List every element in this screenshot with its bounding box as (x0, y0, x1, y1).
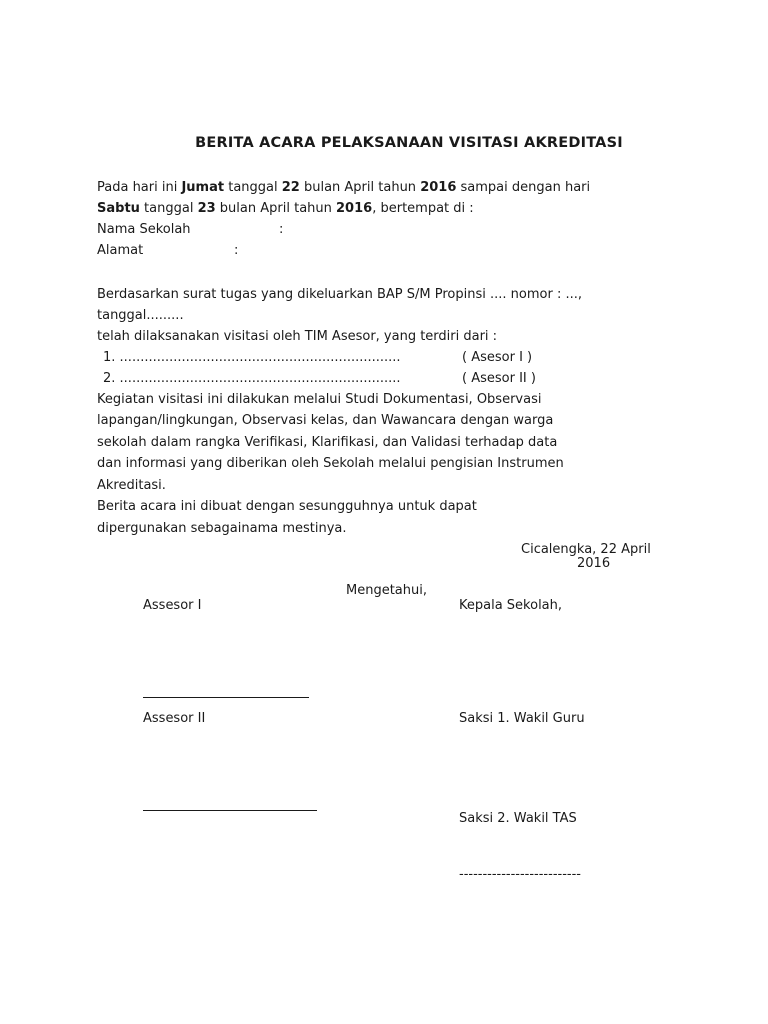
activities-line-4: dan informasi yang diberikan oleh Sekolah melalui pengisian Instrumen (97, 456, 564, 471)
assessor-dots: .................................................................... (119, 350, 401, 365)
school-name-label: Nama Sekolah (97, 222, 191, 237)
intro-text: bulan April tahun (299, 180, 421, 195)
assessor-role-2: ( Asesor II ) (462, 371, 536, 386)
address-label: Alamat (97, 243, 144, 258)
intro-text: sampai dengan hari (456, 180, 591, 195)
intro-day: Jumat (181, 180, 225, 195)
address-colon: : (234, 243, 239, 258)
intro-text: bulan April tahun (215, 201, 337, 216)
assessor-number: 2. (103, 371, 116, 386)
acknowledged-label: Mengetahui, (346, 583, 427, 598)
place-date-line-2: 2016 (577, 556, 611, 571)
intro-line-1 (97, 180, 590, 195)
assessor2-label: Assesor II (143, 711, 206, 726)
assessor-item-1 (103, 350, 401, 365)
intro-text: , bertempat di : (372, 201, 474, 216)
assessor-number: 1. (103, 350, 116, 365)
place-date-line-1: Cicalengka, 22 April (521, 542, 651, 557)
intro-text: tanggal (139, 201, 198, 216)
assessor1-label: Assesor I (143, 598, 202, 613)
school-name-colon: : (279, 222, 284, 237)
intro-year: 2016 (420, 180, 457, 195)
closing-line-2: dipergunakan sebagainama mestinya. (97, 521, 347, 536)
intro-date: 22 (281, 180, 300, 195)
activities-line-5: Akreditasi. (97, 478, 166, 493)
intro-text: Pada hari ini (97, 180, 182, 195)
intro-date: 23 (197, 201, 216, 216)
intro-text: tanggal (224, 180, 282, 195)
activities-line-1: Kegiatan visitasi ini dilakukan melalui Studi Dokumentasi, Observasi (97, 392, 542, 407)
closing-line-1: Berita acara ini dibuat dengan sesungguhnya untuk dapat (97, 499, 477, 514)
assessor2-signature-line (143, 810, 317, 811)
activities-line-2: lapangan/lingkungan, Observasi kelas, dan Wawancara dengan warga (97, 413, 554, 428)
witness2-label: Saksi 2. Wakil TAS (459, 811, 577, 826)
principal-label: Kepala Sekolah, (459, 598, 563, 613)
intro-year: 2016 (336, 201, 373, 216)
assessor-item-2 (103, 371, 401, 386)
document-title: BERITA ACARA PELAKSANAAN VISITASI AKREDITASI (195, 135, 623, 151)
witness2-signature-line: -------------------------- (459, 867, 581, 882)
assessor1-signature-line (143, 697, 309, 698)
assessor-dots: .................................................................... (119, 371, 401, 386)
basis-line-3: telah dilaksanakan visitasi oleh TIM Asesor, yang terdiri dari : (97, 329, 498, 344)
witness1-label: Saksi 1. Wakil Guru (459, 711, 585, 726)
activities-line-3: sekolah dalam rangka Verifikasi, Klarifikasi, dan Validasi terhadap data (97, 435, 558, 450)
assessor-role-1: ( Asesor I ) (462, 350, 533, 365)
intro-line-2 (97, 201, 474, 216)
basis-line-2: tanggal......... (97, 308, 184, 323)
intro-day: Sabtu (97, 201, 140, 216)
basis-line-1: Berdasarkan surat tugas yang dikeluarkan BAP S/M Propinsi .... nomor : ..., (97, 287, 582, 302)
